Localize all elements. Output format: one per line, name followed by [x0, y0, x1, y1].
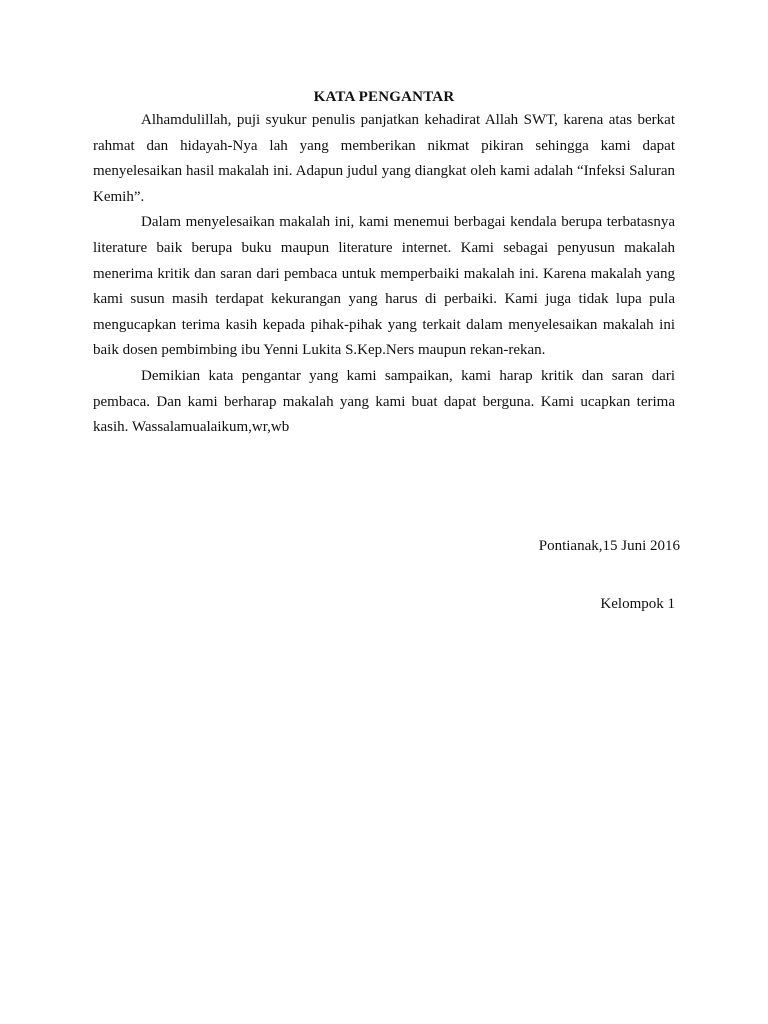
place-date: Pontianak,15 Juni 2016 — [538, 538, 680, 554]
paragraph-opening: Alhamdulillah, puji syukur penulis panjatkan kehadirat Allah SWT, karena atas berkat rahmat dan hidayah-Nya lah yang memberikan nikmat pikiran sehingga kami dapat menyelesaikan hasil makalah ini. Adapun judul yang diangkat oleh kami adalah “Infeksi Saluran Kemih”. — [93, 112, 675, 205]
author-signature: Kelompok 1 — [600, 596, 675, 612]
paragraph-obstacles: Dalam menyelesaikan makalah ini, kami menemui berbagai kendala berupa terbatasnya literature baik berupa buku maupun literature internet. Kami sebagai penyusun makalah menerima kritik dan saran dari pembaca untuk memperbaiki makalah ini. Karena makalah yang kami susun masih terdapat kekurangan yang harus di perbaiki. Kami juga tidak lupa pula mengucapkan terima kasih kepada pihak-pihak yang terkait dalam menyelesaikan makalah ini baik dosen pembimbing ibu Yenni Lukita S.Kep.Ners maupun rekan-rekan. — [93, 214, 675, 359]
page-title: KATA PENGANTAR — [313, 89, 455, 105]
body-text — [93, 108, 675, 441]
paragraph-closing: Demikian kata pengantar yang kami sampaikan, kami harap kritik dan saran dari pembaca. Dan kami berharap makalah yang kami buat dapat berguna. Kami ucapkan terima kasih. Wassalamualaikum,wr,wb — [93, 367, 675, 436]
